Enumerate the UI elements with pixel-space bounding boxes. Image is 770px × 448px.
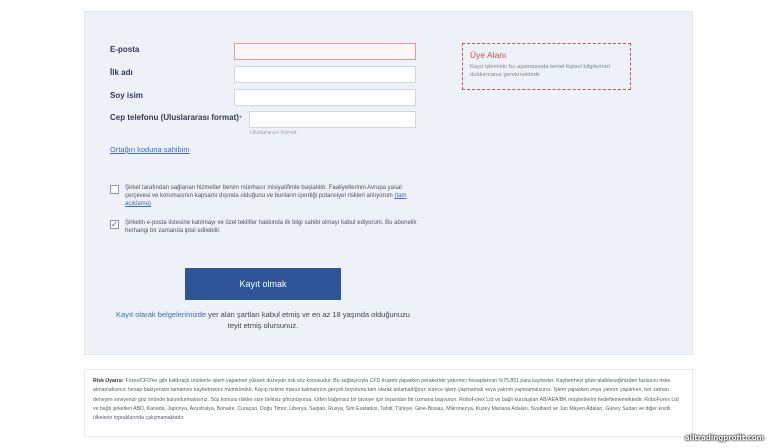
risk-warning-text: : Forex/CFD'ler gibi kaldıraçlı ürünlerle işlem yaparken yüksek düzeyde risk söz konusudur. Bu sağlayıcıyla CFD ticareti yaparken perakende yatırımcı hesaplarının %75,851 para kaybeder. Kaybetmeyi göze alabileceğinizden fazlasını riske atmamalısınız; hesap bakiyenizin tamamını kaybetmeniz mümkündür. Kayıp riskine maruz kalmanızın gerçek boyutunu tam olarak anlamadığınız sürece işlem yapmamalı veya yatırım yapmamalısınız. İşlem yaparken veya yatırım yaparken, her zaman deneyim seviyenizi göz önünde bulundurmalısınız. Söz konusu riskler size belirsiz görünüyorsa, lütfen bağımsız bir tavsiye için dışarıdan bir uzmana başvurun. RoboForex Ltd ve bağlı kuruluşları AB/AEA/BK müşterilerini hedeflememektedir. RoboForex Ltd ve bağlı şirketleri ABD, Kanada, Japonya, Avustralya, Bonaire, Curaçao, Doğu Timor, Liberya, Saipan, Rusya, Sint Eustatius, Tahiti, Türkiye, Gine-Bissau, Mikronezya, Kuzey Mariana Adaları, Svalbard ve Jan Mayen Adaları, Güney Sudan ve diğer kısıtlı ülkelerin topraklarında çalışmamaktadır.: [93, 378, 679, 422]
risk-warning: [84, 369, 693, 437]
member-area-title: Üye Alanı: [470, 50, 507, 60]
terms-text: [112, 309, 414, 331]
phone-hint: Uluslararası format: [250, 130, 297, 136]
last-name-input[interactable]: [234, 89, 416, 106]
last-name-label: Soy isim: [110, 91, 143, 100]
referral-code-link[interactable]: Ortağın koduna sahibim: [110, 145, 190, 154]
consent-risk-row: [110, 184, 420, 214]
phone-prefix: +: [239, 115, 243, 121]
member-area-text: Kayıt işleminin bu aşamasında temel kişisel bilgilerinizi doldurmanız gerekmektedir: [470, 64, 611, 78]
consent-risk-text: [125, 184, 425, 209]
phone-input[interactable]: [249, 111, 416, 128]
risk-warning-title: Risk Uyarısı: [93, 378, 123, 384]
full-explanation-link[interactable]: (tam açıklama): [125, 193, 407, 208]
consent-newsletter-checkbox[interactable]: ✓: [111, 220, 118, 229]
member-area-box: [462, 43, 631, 90]
watermark: alltradingprofit.com: [684, 434, 764, 442]
first-name-input[interactable]: [234, 66, 416, 83]
phone-label: Cep telefonu (Uluslararası format): [110, 113, 239, 122]
first-name-label: İlk adı: [110, 68, 133, 77]
register-button[interactable]: Kayıt olmak: [185, 268, 341, 300]
consent-risk-checkbox[interactable]: [110, 185, 119, 194]
consent-risk-label: Şirket tarafından sağlanan hizmetler benim münhasır inisiyatifimle başlatıldı. Faaliyetlerinin Avrupa yasal çerçevesi ve korumasının kapsamı dışında olduğunu ve bunların içerdiği potansiyel riskleri anlıyorum: [125, 185, 402, 200]
documents-link[interactable]: Kayıt olarak belgelerimizde: [116, 310, 207, 319]
email-label: E-posta: [110, 45, 140, 54]
consent-newsletter-row: [110, 219, 420, 237]
consent-newsletter-text: Şirketin e-posta listesine katılmayı ve özel teklifler hakkında ilk bilgi sahibi olmayı kabul ediyorum. Bu abonelik herhangi bir zamanda iptal edilebilir.: [125, 220, 417, 235]
terms-body: yer alan şartları kabul etmiş ve en az 18 yaşında olduğunuzu teyit etmiş olursunuz.: [206, 310, 410, 330]
email-input[interactable]: [234, 43, 416, 60]
